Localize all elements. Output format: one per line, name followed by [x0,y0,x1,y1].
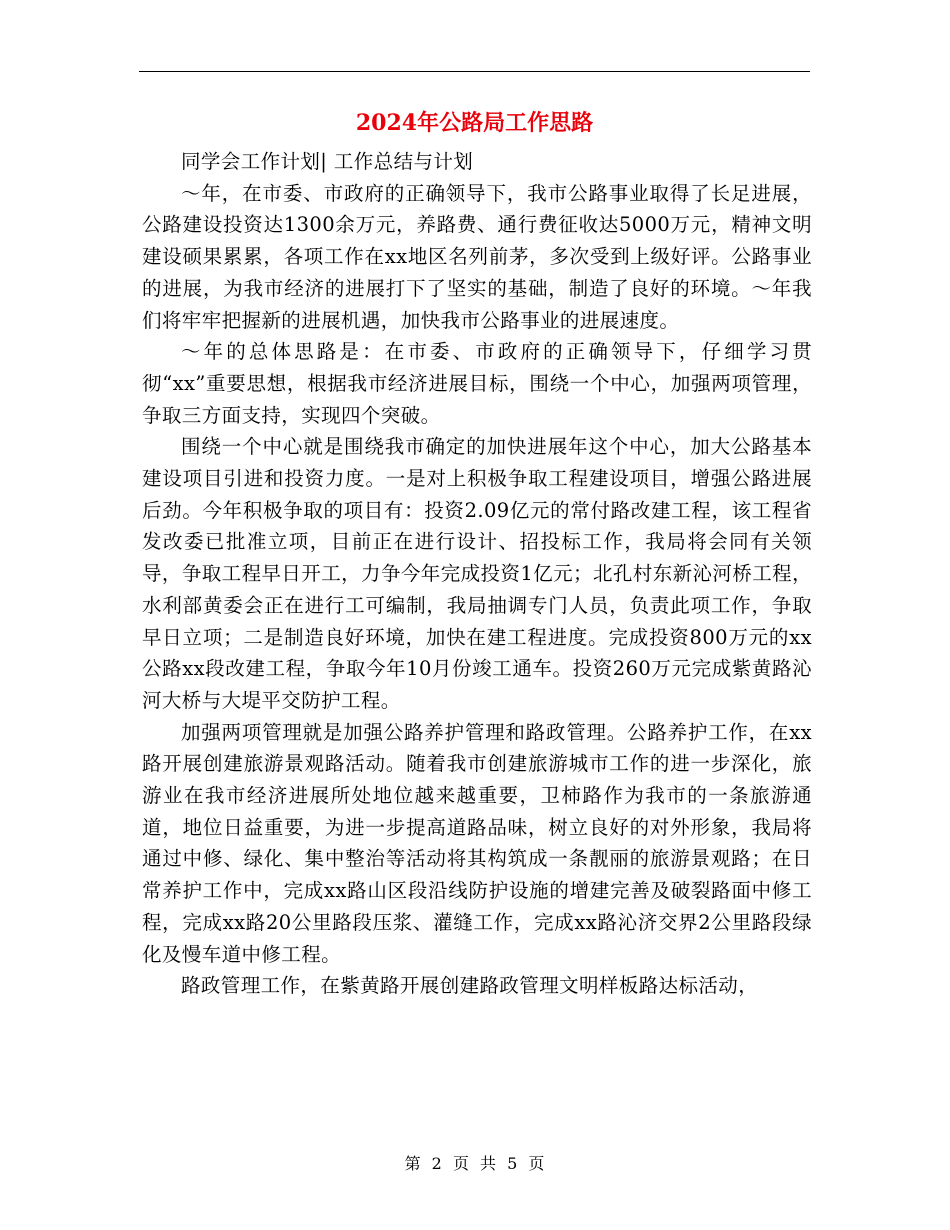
paragraph: 加强两项管理就是加强公路养护管理和路政管理。公路养护工作，在xx路开展创建旅游景观路活动。随着我市创建旅游城市工作的进一步深化，旅游业在我市经济进展所处地位越来越重要，卫柿路作为我市的一条旅游通道，地位日益重要，为进一步提高道路品味，树立良好的对外形象，我局将通过中修、绿化、集中整治等活动将其构筑成一条靓丽的旅游景观路；在日常养护工作中，完成xx路山区段沿线防护设施的增建完善及破裂路面中修工程，完成xx路20公里路段压浆、灌缝工作，完成xx路沁济交界2公里路段绿化及慢车道中修工程。 [142,720,812,966]
paragraph: ～年，在市委、市政府的正确领导下，我市公路事业取得了长足进展，公路建设投资达1300余万元，养路费、通行费征收达5000万元，精神文明建设硕果累累，各项工作在xx地区名列前茅，多次受到上级好评。公路事业的进展，为我市经济的进展打下了坚实的基础，制造了良好的环境。～年我们将牢牢把握新的进展机遇，加快我市公路事业的进展速度。 [142,181,812,332]
paragraph: ～年的总体思路是：在市委、市政府的正确领导下，仔细学习贯彻“xx”重要思想，根据我市经济进展目标，围绕一个中心，加强两项管理，争取三方面支持，实现四个突破。 [142,340,812,427]
document-title: 2024年公路局工作思路 [355,110,594,136]
header-rule [139,71,810,72]
paragraph: 围绕一个中心就是围绕我市确定的加快进展年这个中心，加大公路基本建设项目引进和投资力度。一是对上积极争取工程建设项目，增强公路进展后劲。今年积极争取的项目有：投资2.09亿元的常付路改建工程，该工程省发改委已批准立项，目前正在进行设计、招投标工作，我局将会同有关领导，争取工程早日开工，力争今年完成投资1亿元；北孔村东新沁河桥工程，水利部黄委会正在进行工可编制，我局抽调专门人员，负责此项工作，争取早日立项；二是制造良好环境，加快在建工程进度。完成投资800万元的xx公路xx段改建工程，争取今年10月份竣工通车。投资260万元完成紫黄路沁河大桥与大堤平交防护工程。 [142,435,812,712]
paragraph: 路政管理工作，在紫黄路开展创建路政管理文明样板路达标活动， [181,974,759,998]
paragraph-subtitle: 同学会工作计划| 工作总结与计划 [181,150,474,173]
page-number-footer: 第 2 页 共 5 页 [404,1154,546,1173]
document-body [142,146,812,1002]
